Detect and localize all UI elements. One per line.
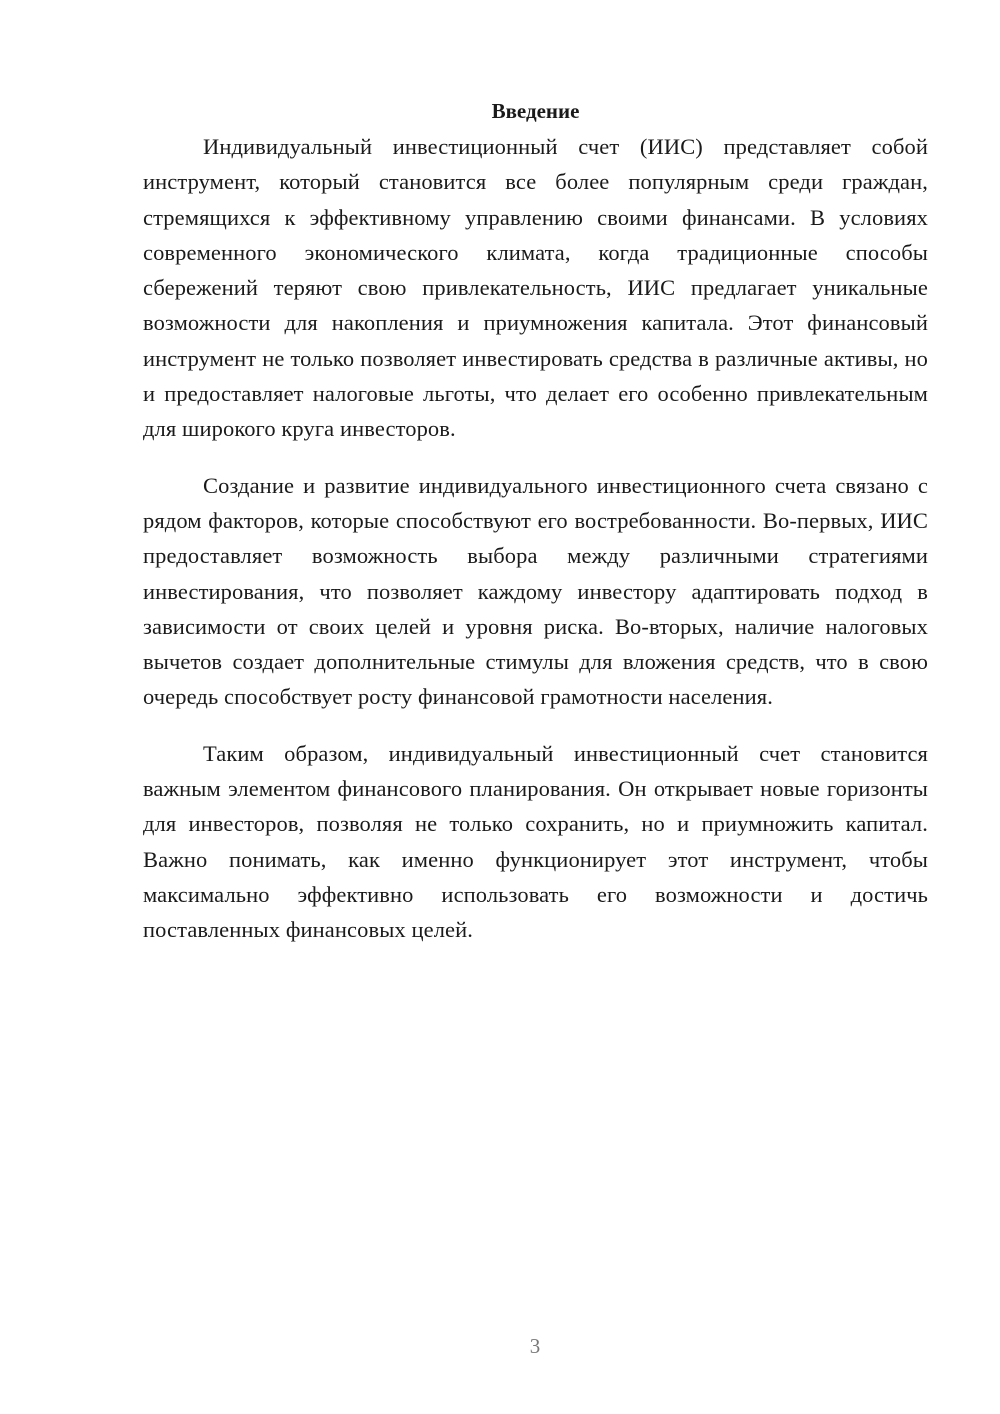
paragraph-1: Индивидуальный инвестиционный счет (ИИС) представляет собой инструмент, который становится все более популярным среди граждан, стремящихся к эффективному управлению своими финансами. В условиях современного экономического климата, когда традиционные способы сбережений теряют свою привлекательность, ИИС предлагает уникальные возможности для накопления и приумножения капитала. Этот финансовый инструмент не только позволяет инвестировать средства в различные активы, но и предоставляет налоговые льготы, что делает его особенно привлекательным для широкого круга инвесторов. [143, 134, 928, 442]
section-title: Введение [491, 99, 580, 123]
page-body [143, 93, 928, 948]
page-number: 3 [529, 1334, 541, 1358]
paragraph-3: Таким образом, индивидуальный инвестиционный счет становится важным элементом финансового планирования. Он открывает новые горизонты для инвесторов, позволяя не только сохранить, но и приумножить капитал. Важно понимать, как именно функционирует этот инструмент, чтобы максимально эффективно использовать его возможности и достичь поставленных финансовых целей. [143, 740, 928, 943]
paragraph-2: Создание и развитие индивидуального инвестиционного счета связано с рядом факторов, которые способствуют его востребованности. Во-первых, ИИС предоставляет возможность выбора между различными стратегиями инвестирования, что позволяет каждому инвестору адаптировать подход в зависимости от своих целей и уровня риска. Во-вторых, наличие налоговых вычетов создает дополнительные стимулы для вложения средств, что в свою очередь способствует росту финансовой грамотности населения. [143, 472, 928, 710]
